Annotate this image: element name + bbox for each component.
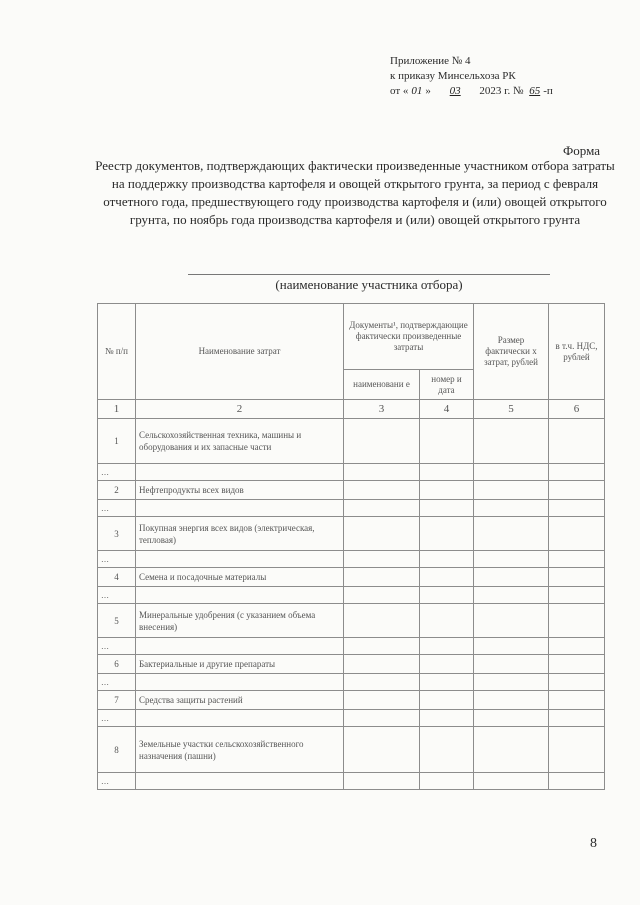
cost-name: Минеральные удобрения (с указанием объема внесения) [136,604,344,638]
row-number: … [98,773,136,790]
empty-cell [420,655,474,674]
row-number: 1 [98,419,136,464]
empty-cell [344,691,420,710]
empty-cell [549,500,605,517]
appendix-line1: Приложение № 4 [390,55,471,67]
table-row [98,727,605,773]
row-number: 2 [98,481,136,500]
empty-cell [344,674,420,691]
table-row-continuation [98,674,605,691]
table-row [98,568,605,587]
empty-cell [420,691,474,710]
empty-cell [474,568,549,587]
empty-cell [420,638,474,655]
column-number: 4 [420,400,474,419]
row-number: … [98,551,136,568]
register-table [97,303,605,790]
empty-cell [344,773,420,790]
row-number: 6 [98,655,136,674]
row-number: … [98,500,136,517]
column-number: 5 [474,400,549,419]
empty-cell [474,464,549,481]
empty-cell [549,551,605,568]
empty-cell [549,604,605,638]
empty-cell [474,517,549,551]
table-row-continuation [98,551,605,568]
cost-name [136,773,344,790]
empty-cell [344,551,420,568]
empty-cell [344,419,420,464]
cost-name [136,587,344,604]
empty-cell [549,638,605,655]
empty-cell [420,419,474,464]
cost-name: Земельные участки сельскохозяйственного назначения (пашни) [136,727,344,773]
empty-cell [420,481,474,500]
header-docs: Документы¹, подтверждающие фактически произведенные затраты [344,304,474,370]
header-amount: Размер фактически х затрат, рублей [474,304,549,400]
empty-cell [474,638,549,655]
order-suffix: -п [543,85,553,97]
empty-cell [420,773,474,790]
empty-cell [549,691,605,710]
empty-cell [549,481,605,500]
document-title: Реестр документов, подтверждающих фактически произведенные участником отбора затраты на поддержку производства картофеля и овощей открытого грунта, за период с февраля отчетного года, предшествующего году производства картофеля и (или) овощей открытого грунта, по ноябрь года производства картофеля и (или) овощей открытого грунта [95,158,615,227]
empty-cell [420,551,474,568]
row-number: 5 [98,604,136,638]
table-row [98,517,605,551]
empty-cell [344,727,420,773]
empty-cell [549,773,605,790]
table-row [98,691,605,710]
empty-cell [344,568,420,587]
empty-cell [344,655,420,674]
table-row [98,419,605,464]
empty-cell [474,587,549,604]
appendix-line3 [390,84,553,99]
handwritten-month: 03 [449,85,461,97]
empty-cell [344,710,420,727]
header-vat: в т.ч. НДС, рублей [549,304,605,400]
empty-cell [549,419,605,464]
row-number: 7 [98,691,136,710]
column-number: 6 [549,400,605,419]
row-number: … [98,587,136,604]
empty-cell [420,604,474,638]
participant-name-line [188,274,550,275]
empty-cell [549,517,605,551]
empty-cell [474,500,549,517]
empty-cell [549,674,605,691]
table-row-continuation [98,500,605,517]
empty-cell [474,727,549,773]
empty-cell [420,568,474,587]
empty-cell [549,710,605,727]
empty-cell [549,568,605,587]
form-label: Форма [563,143,600,158]
appendix-line2: к приказу Минсельхоза РК [390,70,516,82]
empty-cell [474,481,549,500]
cost-name [136,551,344,568]
handwritten-order-number: 65 [529,85,541,97]
cost-name [136,464,344,481]
cost-name [136,500,344,517]
table-row-continuation [98,638,605,655]
row-number: … [98,674,136,691]
column-number: 2 [136,400,344,419]
page-number: 8 [590,836,597,851]
header-doc-name: наименовани е [344,370,420,400]
date-prefix: от « [390,85,409,97]
cost-name: Нефтепродукты всех видов [136,481,344,500]
empty-cell [549,464,605,481]
empty-cell [474,551,549,568]
cost-name [136,638,344,655]
empty-cell [344,517,420,551]
empty-cell [474,691,549,710]
cost-name [136,674,344,691]
cost-name: Сельскохозяйственная техника, машины и оборудования и их запасные части [136,419,344,464]
table-row-continuation [98,773,605,790]
empty-cell [420,500,474,517]
empty-cell [344,464,420,481]
cost-name: Покупная энергия всех видов (электрическая, тепловая) [136,517,344,551]
column-number: 3 [344,400,420,419]
empty-cell [549,587,605,604]
empty-cell [549,727,605,773]
cost-name: Бактериальные и другие препараты [136,655,344,674]
empty-cell [474,710,549,727]
empty-cell [420,674,474,691]
table-row [98,481,605,500]
row-number: 4 [98,568,136,587]
empty-cell [344,500,420,517]
table-row [98,655,605,674]
empty-cell [420,517,474,551]
empty-cell [420,727,474,773]
empty-cell [420,587,474,604]
empty-cell [344,587,420,604]
table-row-continuation [98,587,605,604]
handwritten-day: 01 [411,85,423,97]
row-number: … [98,464,136,481]
empty-cell [474,655,549,674]
row-number: 8 [98,727,136,773]
date-year: 2023 г. № [479,85,524,97]
cost-name [136,710,344,727]
empty-cell [420,710,474,727]
empty-cell [344,638,420,655]
appendix-header [390,54,553,99]
header-doc-number: номер и дата [420,370,474,400]
empty-cell [474,674,549,691]
header-name: Наименование затрат [136,304,344,400]
row-number: 3 [98,517,136,551]
column-number: 1 [98,400,136,419]
table-row-continuation [98,710,605,727]
empty-cell [474,604,549,638]
row-number: … [98,638,136,655]
table-row-continuation [98,464,605,481]
participant-caption: (наименование участника отбора) [275,277,463,292]
date-mid: » [425,85,431,97]
empty-cell [474,419,549,464]
empty-cell [549,655,605,674]
header-num: № п/п [98,304,136,400]
cost-name: Средства защиты растений [136,691,344,710]
row-number: … [98,710,136,727]
empty-cell [420,464,474,481]
empty-cell [344,604,420,638]
cost-name: Семена и посадочные материалы [136,568,344,587]
empty-cell [344,481,420,500]
table-row [98,604,605,638]
empty-cell [474,773,549,790]
